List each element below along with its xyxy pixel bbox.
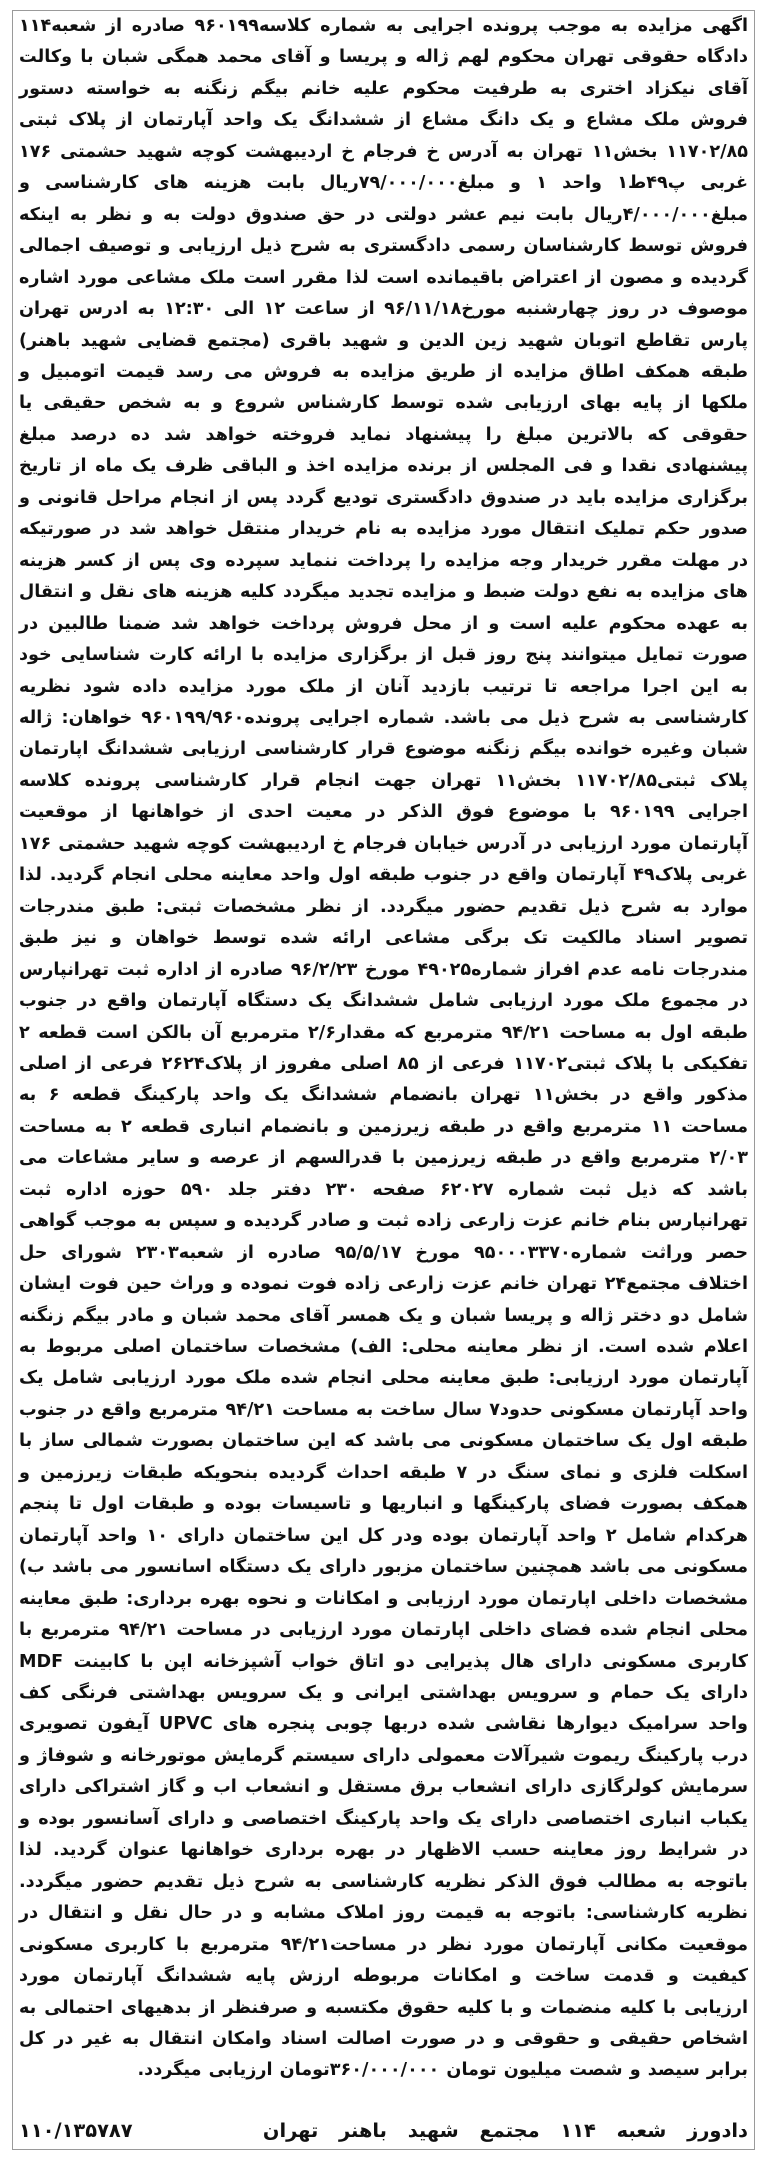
issuing-office: دادورز شعبه ۱۱۴ مجتمع شهید باهنر تهران [262,2118,748,2142]
notice-frame [12,10,755,2150]
notice-body: اگهی مزایده به موجب پرونده اجرایی به شماره کلاسه۹۶۰۱۹۹ صادره از شعبه۱۱۴ دادگاه حقوقی تهران محکوم لهم ژاله و پریسا و آقای محمد همگی شبان با وکالت آقای نیکزاد اختری به طرفیت محکوم علیه خانم بیگم زنگنه به خواسته دستور فروش ملک مشاع و یک دانگ مشاع از ششدانگ یک واحد آپارتمان از پلاک ثبتی ۱۱۷۰۲/۸۵ بخش۱۱ تهران به آدرس خ فرجام خ اردیبهشت کوچه شهید حشمتی ۱۷۶ غربی پ۴۹ط۱ واحد ۱ و مبلغ۷۹/۰۰۰/۰۰۰ریال بابت هزینه های کارشناسی و مبلغ۴/۰۰۰/۰۰۰ریال بابت نیم عشر دولتی در حق صندوق دولت به و نظر به اینکه فروش توسط کارشناسان رسمی دادگستری به شرح ذیل ارزیابی و توصیف اجمالی گردیده و مصون از اعتراض باقیمانده است لذا مقرر است ملک مشاعی مورد اشاره موصوف در روز چهارشنبه مورخ۹۶/۱۱/۱۸ از ساعت ۱۲ الی ۱۲:۳۰ به ادرس تهران پارس تقاطع اتوبان شهید زین الدین و شهید باقری (مجتمع قضایی شهید باهنر) طبقه همکف اطاق مزایده از طریق مزایده به فروش می رسد قیمت اتومبیل و ملکها از پایه بهای ارزیابی شده توسط کارشناس شروع و به شخص حقیقی یا حقوقی که بالاترین مبلغ را پیشنهاد نماید فروخته خواهد شد ده درصد مبلغ پیشنهادی نقدا و فی المجلس از برنده مزایده اخذ و الباقی ظرف یک ماه از تاریخ برگزاری مزایده باید در صندوق دادگستری تودیع گردد پس از انجام مراحل قانونی و صدور حکم تملیک انتقال مورد مزایده به نام خریدار منتقل خواهد شد در صورتیکه در مهلت مقرر خریدار وجه مزایده را پرداخت ننماید سپرده وی پس از کسر هزینه های مزایده به نفع دولت ضبط و مزایده تجدید میگردد کلیه هزینه های نقل و انتقال به عهده محکوم علیه است و از محل فروش پرداخت خواهد شد ضمنا طالبین در صورت تمایل میتوانند پنج روز قبل از برگزاری مزایده با ارائه کارت شناسایی خود به این اجرا مراجعه تا ترتیب بازدید آنان از ملک مورد مزایده داده شود نظریه کارشناسی به شرح ذیل می باشد. شماره اجرایی پرونده۹۶۰۱۹۹/۹۶۰ خواهان: ژاله شبان وغیره خوانده بیگم زنگنه موضوع قرار کارشناسی ارزیابی ششدانگ اپارتمان پلاک ثبتی۱۱۷۰۲/۸۵ بخش۱۱ تهران جهت انجام قرار کارشناسی پرونده کلاسه اجرایی ۹۶۰۱۹۹ با موضوع فوق الذکر در معیت احدی از خواهانها از موقعیت آپارتمان مورد ارزیابی در آدرس خیابان فرجام خ اردیبهشت کوچه شهید حشمتی ۱۷۶ غربی پلاک۴۹ آپارتمان واقع در جنوب طبقه اول واحد معاینه محلی انجام گردید. لذا موارد به شرح ذیل تقدیم حضور میگردد. از نظر مشخصات ثبتی: طبق مندرجات تصویر اسناد مالکیت تک برگی مشاعی ارائه شده توسط خواهان و نیز طبق مندرجات نامه عدم افراز شماره۴۹۰۲۵ مورخ ۹۶/۲/۲۳ صادره از اداره ثبت تهرانپارس در مجموع ملک مورد ارزیابی شامل ششدانگ یک دستگاه آپارتمان واقع در جنوب طبقه اول به مساحت ۹۴/۲۱ مترمربع که مقدار۲/۶ مترمربع آن بالکن است قطعه ۲ تفکیکی با پلاک ثبتی۱۱۷۰۲ فرعی از ۸۵ اصلی مفروز از پلاک۲۶۲۴ فرعی از اصلی مذکور واقع در بخش۱۱ تهران بانضمام ششدانگ یک واحد پارکینگ قطعه ۶ به مساحت ۱۱ مترمربع واقع در طبقه زیرزمین و بانضمام انباری قطعه ۲ به مساحت ۲/۰۳ مترمربع واقع در طبقه زیرزمین با قدرالسهم از عرصه و سایر مشاعات می باشد که ذیل ثبت شماره ۶۲۰۲۷ صفحه ۲۳۰ دفتر جلد ۵۹۰ حوزه اداره ثبت تهرانپارس بنام خانم عزت زارعی زاده ثبت و صادر گردیده و سپس به موجب گواهی حصر وراثت شماره۹۵۰۰۰۳۳۷۰ مورخ ۹۵/۵/۱۷ صادره از شعبه۲۳۰۳ شورای حل اختلاف مجتمع۲۴ تهران خانم عزت زارعی زاده فوت نموده و وراث حین فوت ایشان شامل دو دختر ژاله و پریسا شبان و یک همسر آقای محمد شبان و مادر بیگم زنگنه اعلام شده است. از نظر معاینه محلی: الف) مشخصات ساختمان اصلی مربوط به آپارتمان مورد ارزیابی: طبق معاینه محلی انجام شده ملک مورد ارزیابی شامل یک واحد آپارتمان مسکونی حدود۷ سال ساخت به مساحت ۹۴/۲۱ مترمربع واقع در جنوب طبقه اول یک ساختمان مسکونی می باشد که این ساختمان بصورت شمالی ساز با اسکلت فلزی و نمای سنگ در ۷ طبقه احداث گردیده بنحویکه طبقات زیرزمین و همکف بصورت فضای پارکینگها و انباریها و تاسیسات بوده و طبقات اول تا پنجم هرکدام شامل ۲ واحد آپارتمان بوده ودر کل این ساختمان دارای ۱۰ واحد آپارتمان مسکونی می باشد همچنین ساختمان مزبور دارای یک دستگاه اسانسور می باشد ب) مشخصات داخلی اپارتمان مورد ارزیابی و امکانات و نحوه بهره برداری: طبق معاینه محلی انجام شده فضای داخلی اپارتمان مورد ارزیابی در مساحت ۹۴/۲۱ مترمربع با کاربری مسکونی دارای هال پذیرایی دو اتاق خواب آشپزخانه اپن با کابینت MDF دارای یک حمام و سرویس بهداشتی ایرانی و یک سرویس بهداشتی فرنگی کف واحد سرامیک دیوارها نقاشی شده دربها چوبی پنجره های UPVC آیفون تصویری درب پارکینگ ریموت شیرآلات معمولی دارای سیستم گرمایش موتورخانه و شوفاژ و سرمایش کولرگازی دارای انشعاب برق مستقل و انشعاب اب و گاز اشتراکی دارای یکباب انباری اختصاصی دارای یک واحد پارکینگ اختصاصی و دارای آسانسور بوده و در شرایط روز معاینه حسب الاظهار در بهره برداری خواهانها عنوان گردید. لذا باتوجه به مطالب فوق الذکر نظریه کارشناسی به شرح ذیل تقدیم حضور میگردد. نظریه کارشناسی: باتوجه به قیمت روز املاک مشابه و در حال نقل و انتقال در موقعیت مکانی آپارتمان مورد نظر در مساحت۹۴/۲۱ مترمربع با کاربری مسکونی کیفیت و قدمت ساخت و امکانات مربوطه ارزش پایه ششدانگ آپارتمان مورد ارزیابی با کلیه منضمات و با کلیه حقوق مکتسبه و صرفنظر از بدهیهای احتمالی به اشخاص حقیقی و حقوقی و در صورت اصالت اسناد وامکان انتقال به غیر در کل برابر سیصد و شصت میلیون تومان ۳۶۰/۰۰۰/۰۰۰تومان ارزیابی میگردد. [19,16,749,2081]
notice-footer [19,2115,748,2145]
notice-code: ۱۱۰/۱۳۵۷۸۷ [19,2118,133,2142]
